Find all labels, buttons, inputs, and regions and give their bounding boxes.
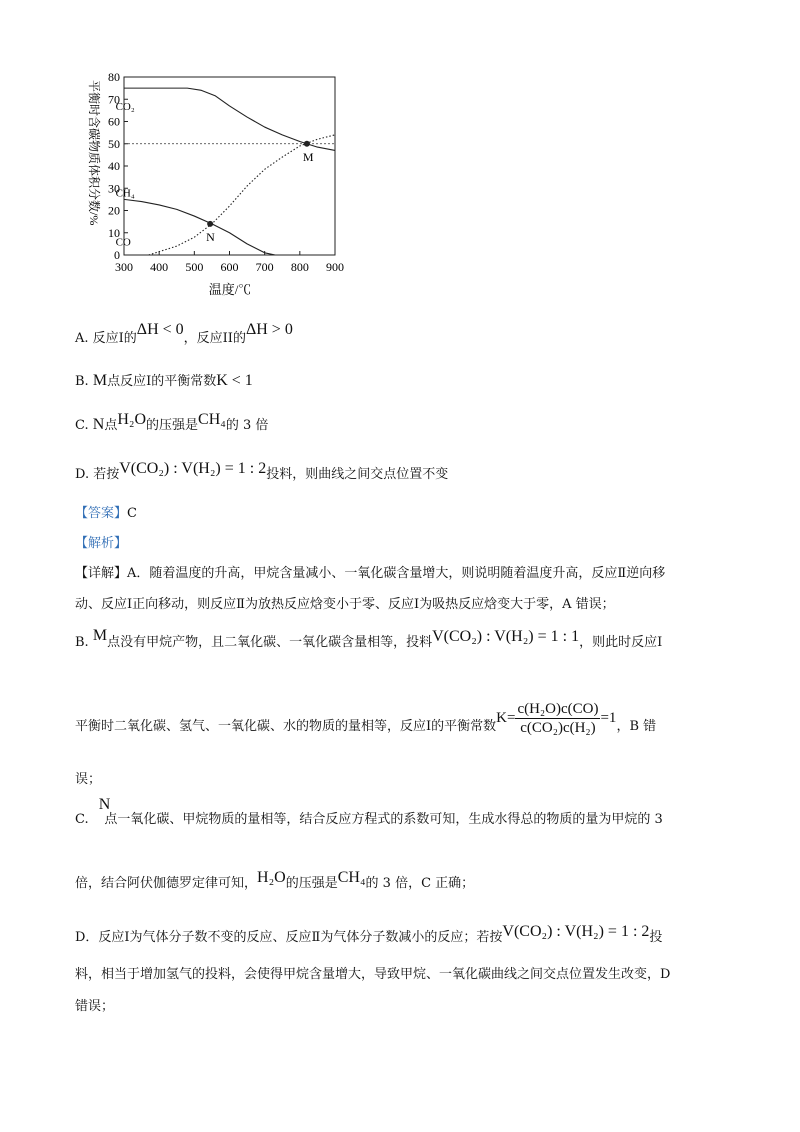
detail-b-expr: V(CO₂) : V(H₂) = 1 : 1 [432, 628, 580, 645]
answer-value: C [127, 506, 137, 521]
y-tick-label: 50 [108, 136, 120, 151]
x-tick-label: 300 [115, 260, 133, 274]
option-b-expr: K < 1 [216, 372, 253, 389]
detail-c-n: N [98, 796, 111, 813]
detail-c-text-2a: 倍，结合阿伏伽德罗定律可知， [75, 876, 258, 891]
detail-b-k: K= [496, 710, 516, 726]
option-a [75, 321, 293, 348]
detail-c-ch4: CH₄ [337, 869, 366, 886]
option-c-ch4: CH₄ [198, 411, 226, 428]
detail-d-line-1 [75, 923, 663, 947]
detail-d-line-3: 错误； [75, 999, 115, 1014]
detail-b-text-1: 点没有甲烷产物，且二氧化碳、一氧化碳含量相等，投料 [107, 635, 433, 650]
detail-b-fraction [515, 700, 600, 737]
detail-b-line-2 [75, 700, 656, 737]
option-c-n: N [92, 416, 105, 433]
option-c-mid: 点 [104, 418, 118, 433]
detail-d-text-1b: 投 [649, 930, 663, 945]
option-a-expr2: ΔH > 0 [245, 321, 293, 338]
x-tick-label: 900 [326, 260, 344, 274]
detail-b-line-3: 误； [75, 772, 102, 787]
option-a-mid: ，反应II的 [183, 331, 246, 346]
detail-b-denominator: c(CO₂)c(H₂) [520, 720, 596, 736]
temperature-fraction-chart [70, 70, 360, 300]
detail-b-m: M [92, 627, 108, 644]
y-tick-label: 10 [108, 225, 120, 240]
option-b-prefix: B. [75, 374, 93, 389]
option-d-prefix: D. 若按 [75, 467, 120, 482]
option-d-expr: V(CO₂) : V(H₂) = 1 : 2 [119, 460, 267, 477]
y-tick-label: 60 [108, 114, 120, 129]
detail-a-text-1: A．随着温度的升高，甲烷含量减小、一氧化碳含量增大，则说明随着温度升高，反应Ⅱ逆向移 [127, 566, 666, 581]
detail-d-line-2: 料，相当于增加氢气的投料，会使得甲烷含量增大，导致甲烷、一氧化碳曲线之间交点位置发生改变，D [75, 967, 671, 982]
detail-b-line-1 [75, 627, 663, 652]
x-tick-label: 500 [185, 260, 204, 274]
option-b-m: M [92, 372, 108, 389]
detail-b-text-2: ，则此时反应Ⅰ [579, 635, 663, 650]
analysis-tag: 【解析】 [75, 536, 128, 551]
plot-frame [124, 77, 335, 255]
option-c [75, 411, 269, 435]
detail-b-prefix: B. [75, 635, 89, 650]
option-c-mid2: 的压强是 [146, 418, 199, 433]
y-axis-label: 平衡时含碳物质体积分数/% [87, 80, 101, 226]
detail-c-line-1 [75, 796, 663, 829]
x-axis-label: 温度/℃ [208, 282, 252, 297]
y-tick-label: 30 [108, 181, 120, 196]
x-tick-label: 400 [150, 260, 169, 274]
detail-b-numerator: c(H₂O)c(CO) [517, 701, 599, 717]
x-tick-label: 700 [255, 260, 274, 274]
point-label-M: M [302, 149, 314, 164]
option-c-prefix: C. [75, 418, 93, 433]
detail-d-expr: V(CO₂) : V(H₂) = 1 : 2 [502, 923, 650, 940]
option-b-mid: 点反应I的平衡常数 [107, 374, 217, 389]
series-label: CO [115, 236, 131, 249]
y-tick-label: 40 [108, 159, 120, 173]
detail-b-line-2b: ，B 错 [616, 719, 657, 734]
answer-tag: 【答案】 [75, 506, 128, 521]
detail-c-h2o: H₂O [257, 869, 286, 886]
y-tick-label: 70 [108, 92, 120, 107]
option-d [75, 460, 449, 484]
option-b [75, 372, 253, 391]
detail-d-text-1: D．反应Ⅰ为气体分子数不变的反应、反应Ⅱ为气体分子数减小的反应；若按 [75, 930, 503, 945]
point-M [304, 141, 310, 147]
detail-tag: 【详解】 [75, 566, 128, 581]
option-c-suffix: 的 3 倍 [225, 418, 269, 433]
detail-line-1 [75, 565, 665, 583]
x-tick-label: 800 [290, 260, 309, 274]
detail-b-eq: =1 [600, 710, 617, 726]
series-label: CO₂ [115, 100, 135, 113]
point-label-N: N [206, 229, 215, 244]
detail-b-line-2a: 平衡时二氧化碳、氢气、一氧化碳、水的物质的量相等，反应Ⅰ的平衡常数 [75, 719, 497, 734]
option-a-prefix: A. 反应I的 [75, 331, 137, 346]
detail-c-line-2 [75, 869, 475, 893]
series-solid-line [124, 88, 335, 150]
option-d-suffix: 投料，则曲线之间交点位置不变 [266, 467, 449, 482]
option-a-expr1: ΔH < 0 [136, 321, 184, 338]
detail-line-2: 动、反应Ⅰ正向移动，则反应Ⅱ为放热反应焓变小于零、反应Ⅰ为吸热反应焓变大于零，A 错误； [75, 597, 615, 612]
detail-c-text-1: 点一氧化碳、甲烷物质的量相等，结合反应方程式的系数可知，生成水得总的物质的量为甲烷的 3 [104, 812, 663, 827]
series-solid-line [124, 199, 335, 255]
answer-line [75, 505, 137, 523]
detail-c-text-2b: 的压强是 [285, 876, 338, 891]
y-tick-label: 20 [108, 203, 120, 218]
x-tick-label: 600 [220, 260, 239, 274]
point-N [207, 221, 213, 227]
detail-c-text-2c: 的 3 倍，C 正确； [365, 876, 475, 891]
detail-c-prefix: C. [75, 812, 89, 827]
y-tick-label: 80 [108, 70, 120, 84]
series-label: CH₄ [115, 187, 135, 200]
option-c-h2o: H₂O [117, 411, 147, 428]
y-tick-label: 0 [114, 248, 120, 262]
